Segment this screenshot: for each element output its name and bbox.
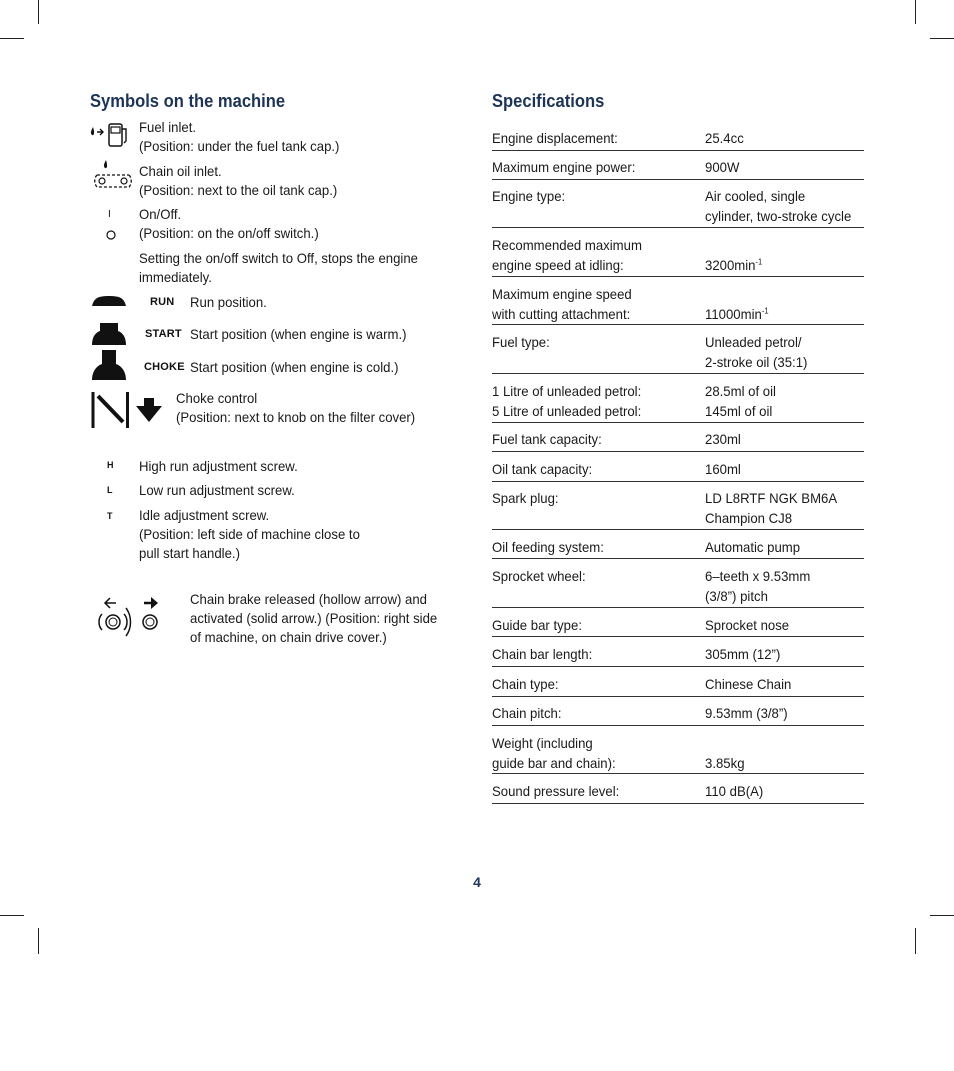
choke-label: CHOKE [144, 361, 185, 373]
spec-row [492, 158, 864, 180]
spec-value: $3200\min^{-1}$ [705, 256, 763, 273]
t-screw-label: T [107, 511, 113, 521]
spec-label: Chain type: [492, 676, 559, 692]
spec-row [492, 129, 864, 151]
h-screw-label: H [107, 460, 114, 470]
run-position-icon [90, 294, 128, 310]
spec-row [492, 704, 864, 726]
spec-value: 28.5ml of oil 145ml of oil [705, 383, 776, 419]
crop-mark [915, 0, 916, 24]
start-label: START [145, 328, 182, 340]
crop-mark [930, 38, 954, 39]
spec-label: Maximum engine speed with cutting attachment: [492, 286, 632, 322]
crop-mark [930, 915, 954, 916]
chain-brake-icon [96, 594, 162, 642]
spec-label: Recommended maximum engine speed at idling: [492, 237, 642, 273]
run-text: Run position. [190, 294, 267, 310]
t-screw-line3: pull start handle.) [139, 545, 240, 561]
spec-row [492, 333, 864, 374]
spec-label: Sprocket wheel: [492, 568, 586, 584]
choke-control-line1: Choke control [176, 390, 258, 406]
crop-mark [915, 928, 916, 954]
on-mark: I [108, 209, 111, 220]
spec-row [492, 734, 864, 774]
spec-value: 305mm (12”) [705, 646, 781, 662]
crop-mark [0, 915, 24, 916]
fuel-inlet-line1: Fuel inlet. [139, 119, 197, 135]
spec-row [492, 538, 864, 559]
spec-row [492, 567, 864, 608]
spec-label: Chain bar length: [492, 646, 593, 662]
spec-row [492, 430, 864, 452]
choke-control-line2: (Position: next to knob on the filter cover) [176, 409, 416, 425]
spec-row [492, 489, 864, 530]
h-screw-text: High run adjustment screw. [139, 458, 298, 474]
spec-row [492, 460, 864, 482]
run-label: RUN [150, 296, 175, 308]
specifications-title: Specifications [492, 91, 605, 111]
crop-mark [38, 0, 39, 24]
spec-row [492, 645, 864, 667]
crop-mark [38, 928, 39, 954]
on-off-note-line1: Setting the on/off switch to Off, stops the engine [139, 250, 418, 266]
fuel-inlet-line2: (Position: under the fuel tank cap.) [139, 138, 340, 154]
spec-value: 3.85kg [705, 754, 745, 771]
spec-label: Chain pitch: [492, 705, 562, 721]
choke-control-icon [90, 390, 166, 430]
spec-label: Oil feeding system: [492, 539, 604, 555]
chain-oil-icon [93, 158, 133, 198]
spec-row [492, 236, 864, 277]
fuel-inlet-text [139, 118, 339, 156]
spec-value: 9.53mm (3/8”) [705, 705, 788, 721]
on-off-line1: On/Off. [139, 206, 182, 222]
spec-label: Guide bar type: [492, 617, 582, 633]
crop-mark [0, 38, 24, 39]
choke-control-text [176, 389, 415, 427]
spec-value: LD L8RTF NGK BM6A Champion CJ8 [705, 490, 838, 526]
choke-text: Start position (when engine is cold.) [190, 359, 399, 375]
spec-label: Fuel type: [492, 334, 550, 350]
chain-brake-line1: Chain brake released (hollow arrow) and [190, 591, 428, 607]
start-position-icon [90, 321, 128, 347]
spec-label: 1 Litre of unleaded petrol: 5 Litre of unleaded petrol: [492, 383, 642, 419]
chain-brake-line2: activated (solid arrow.) (Position: right side [190, 610, 438, 626]
l-screw-label: L [107, 485, 113, 495]
spec-label: Fuel tank capacity: [492, 431, 602, 447]
spec-row [492, 382, 864, 423]
spec-label: Spark plug: [492, 490, 559, 506]
spec-value: 25.4cc [705, 130, 744, 146]
chain-oil-line1: Chain oil inlet. [139, 163, 222, 179]
spec-value: 230ml [705, 431, 741, 447]
spec-value: Chinese Chain [705, 676, 792, 692]
spec-label: Engine displacement: [492, 130, 618, 146]
spec-value: Automatic pump [705, 539, 801, 555]
spec-row [492, 616, 864, 637]
spec-value: $11000\min^{-1}$ [705, 305, 769, 322]
spec-row [492, 782, 864, 804]
start-text: Start position (when engine is warm.) [190, 326, 407, 342]
chain-brake-line3: of machine, on chain drive cover.) [190, 629, 387, 645]
l-screw-text: Low run adjustment screw. [139, 482, 295, 498]
off-circle-icon [105, 229, 117, 241]
t-screw-text [139, 506, 360, 563]
spec-label: Weight (including guide bar and chain): [492, 735, 616, 771]
on-off-note [139, 249, 418, 287]
spec-value: Air cooled, single cylinder, two-stroke cycle [705, 188, 852, 224]
spec-label: Oil tank capacity: [492, 461, 593, 477]
chain-brake-text [190, 590, 437, 647]
spec-label: Engine type: [492, 188, 566, 204]
t-screw-line2: (Position: left side of machine close to [139, 526, 360, 542]
spec-row [492, 675, 864, 697]
spec-row [492, 187, 864, 228]
chain-oil-line2: (Position: next to the oil tank cap.) [139, 182, 338, 198]
spec-value: Unleaded petrol/ 2-stroke oil (35:1) [705, 334, 808, 370]
chain-oil-text [139, 162, 337, 200]
spec-value: 6–teeth x 9.53mm (3/8”) pitch [705, 568, 811, 604]
spec-value: 110 dB(A) [705, 783, 764, 799]
spec-value: 900W [705, 159, 740, 175]
spec-label: Maximum engine power: [492, 159, 636, 175]
fuel-pump-icon [87, 121, 131, 149]
t-screw-line1: Idle adjustment screw. [139, 507, 270, 523]
spec-row [492, 285, 864, 325]
on-off-text [139, 205, 319, 243]
spec-label: Sound pressure level: [492, 783, 620, 799]
spec-value: Sprocket nose [705, 617, 790, 633]
spec-value: 160ml [705, 461, 741, 477]
symbols-title: Symbols on the machine [90, 91, 286, 111]
on-off-line2: (Position: on the on/off switch.) [139, 225, 319, 241]
page-number: 4 [473, 874, 481, 890]
choke-position-icon [90, 348, 128, 382]
on-off-note-line2: immediately. [139, 269, 212, 285]
